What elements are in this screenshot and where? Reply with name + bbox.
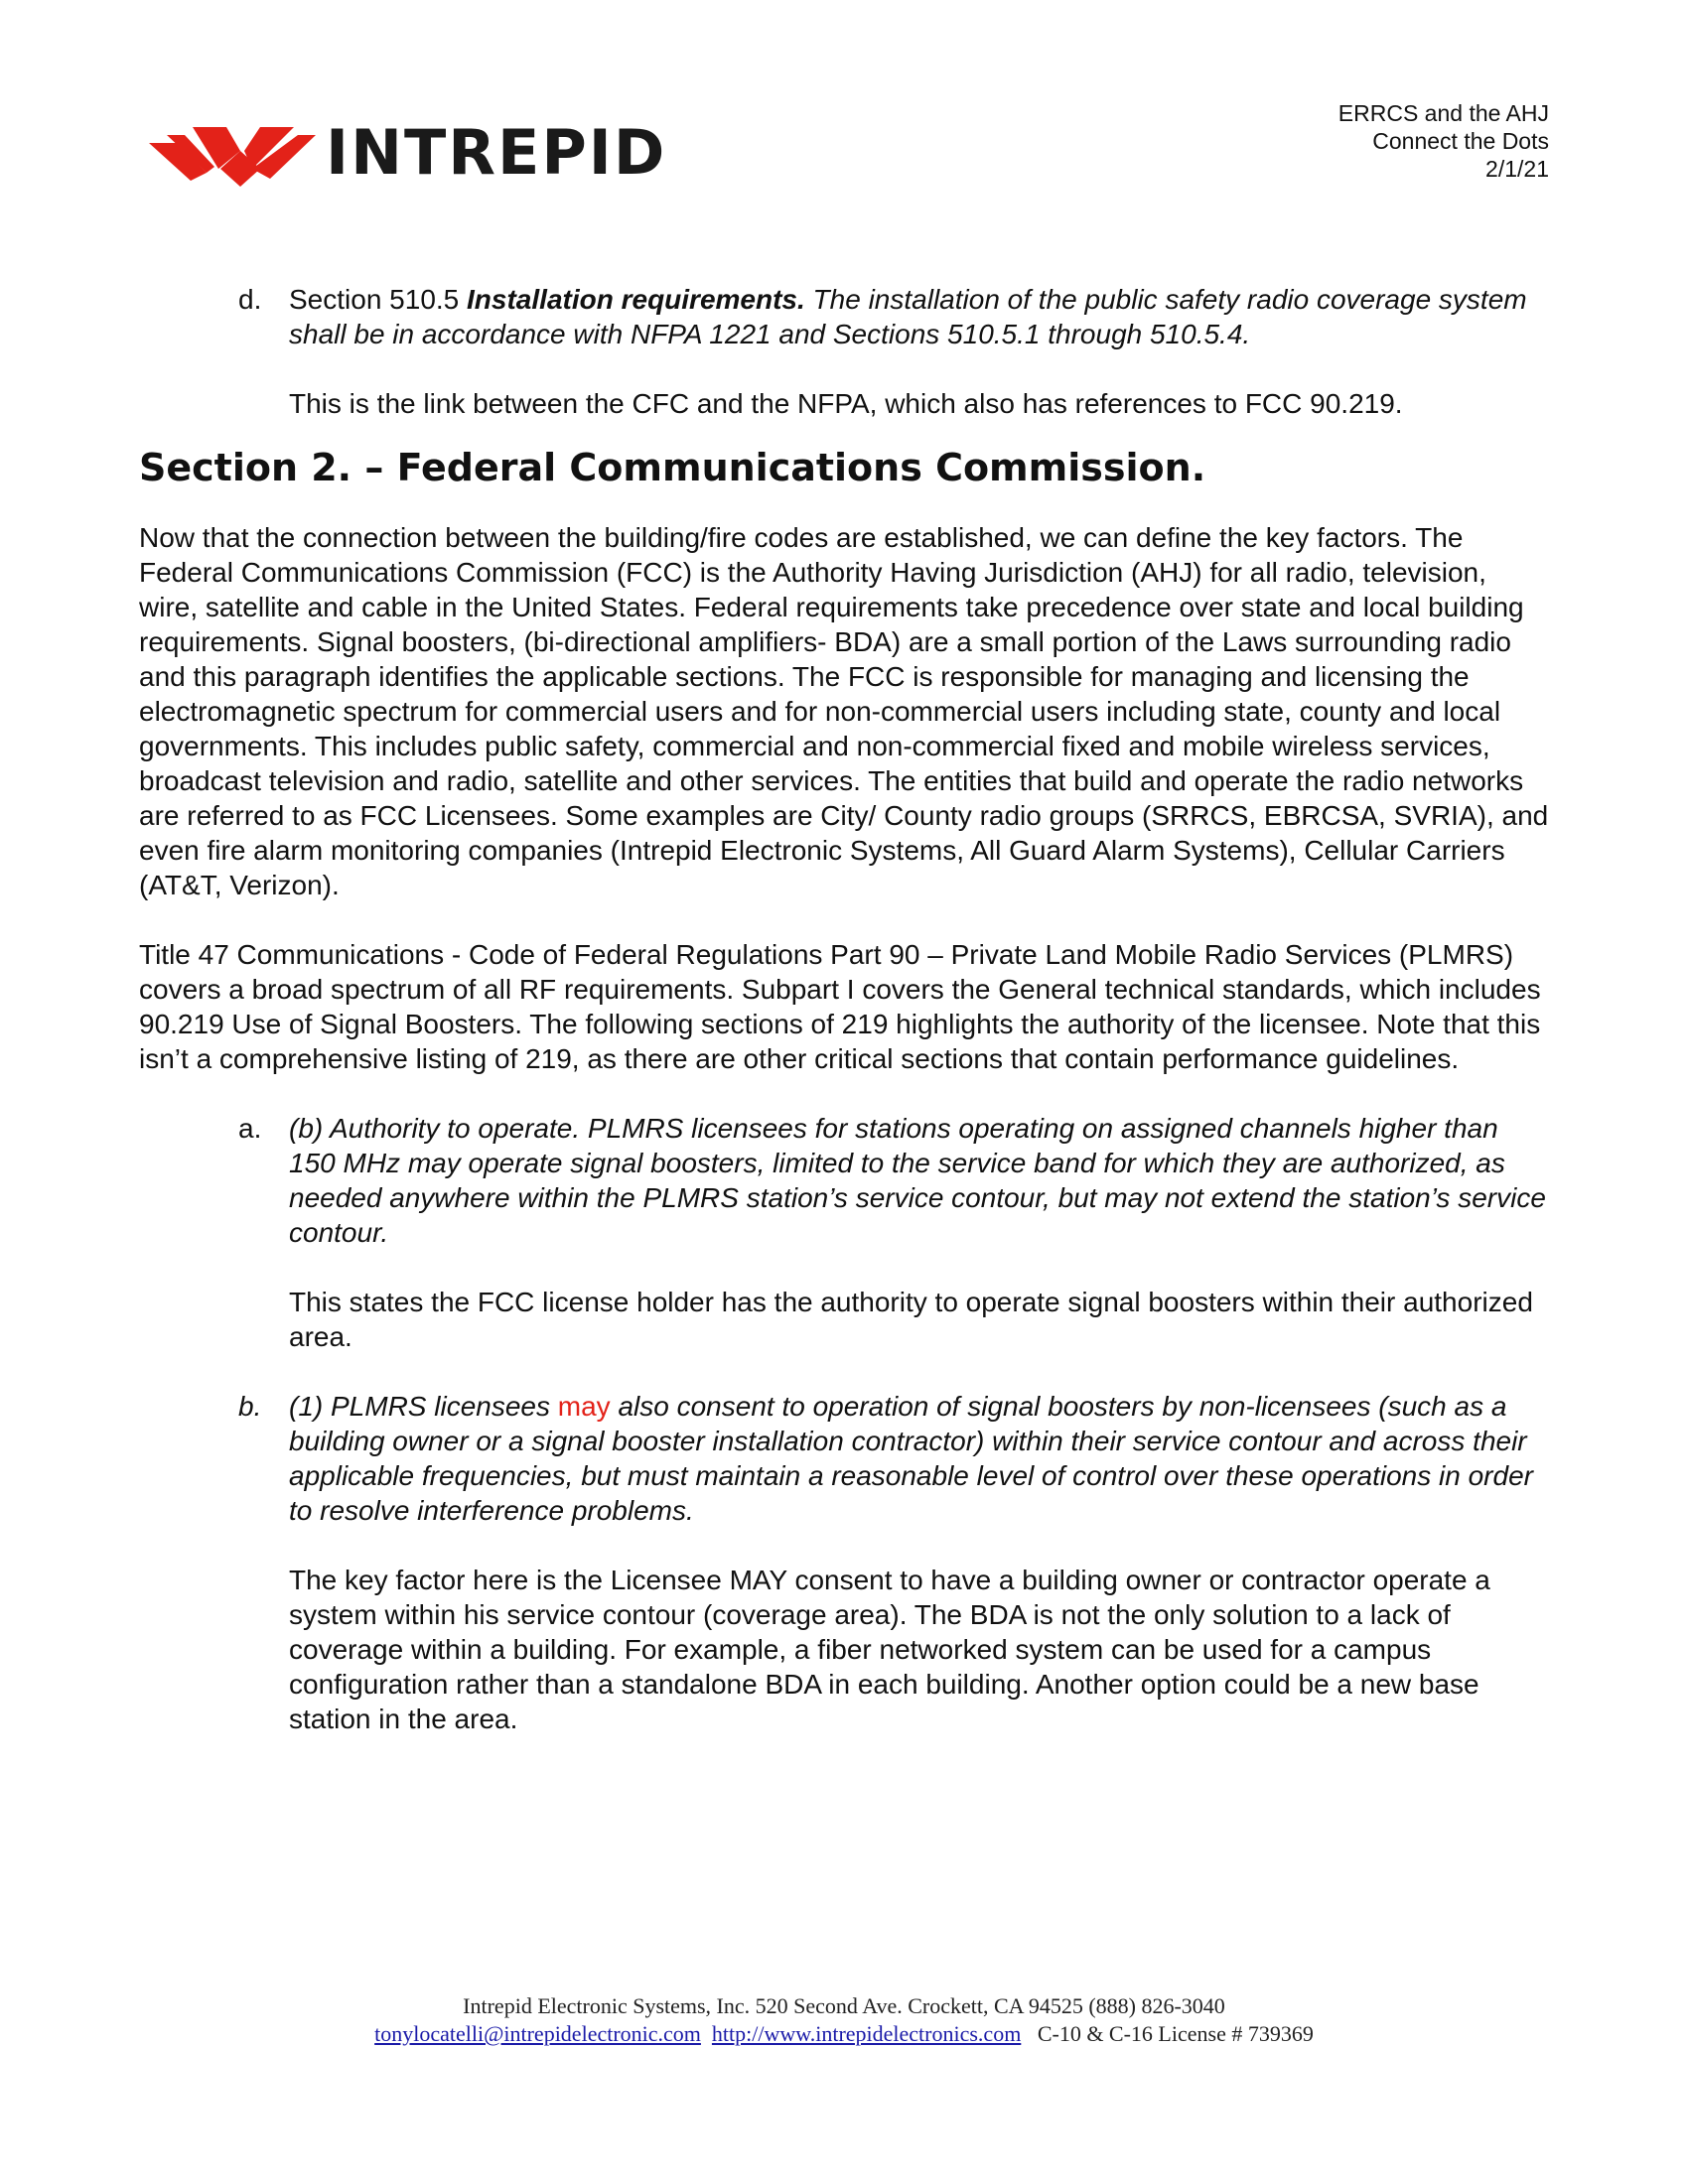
- page-body: [139, 282, 1549, 1736]
- list-marker: b.: [238, 1391, 262, 1422]
- list-marker: d.: [238, 284, 262, 315]
- list-item-a: [139, 1111, 1549, 1354]
- doc-subtitle: Connect the Dots: [1372, 128, 1549, 154]
- list-item-d: [139, 282, 1549, 421]
- item-d-note: This is the link between the CFC and the NFPA, which also has references to FCC 90.219.: [289, 388, 1403, 419]
- page-footer: [0, 1992, 1688, 2048]
- item-d-title: Installation requirements.: [467, 284, 805, 315]
- item-b-note: The key factor here is the Licensee MAY consent to have a building owner or contractor operate a system within his service contour (coverage area). The BDA is not the only solution to a lack of coverage within a building. For example, a fiber networked system can be used for a campus configuration rather than a standalone BDA in each building. Another option could be a new base station in the area.: [289, 1565, 1490, 1734]
- item-b-quote-end: also consent to operation of signal boosters by non-licensees (such as a building owner or a signal booster installation contractor) within their service contour and across their applicable frequencies, but must maintain a reasonable level of control over these operations in order to resolve interference problems.: [289, 1391, 1533, 1526]
- section-heading: Section 2. – Federal Communications Commission.: [139, 446, 1206, 489]
- footer-address: Intrepid Electronic Systems, Inc. 520 Second Ave. Crockett, CA 94525 (888) 826-3040: [463, 1993, 1225, 2018]
- logo-chevron-icon: [149, 121, 318, 193]
- item-b-quote: [289, 1389, 1549, 1528]
- website-link[interactable]: http://www.intrepidelectronics.com: [711, 2021, 1022, 2046]
- license-text: C-10 & C-16 License # 739369: [1037, 2021, 1314, 2046]
- email-link[interactable]: tonylocatelli@intrepidelectronic.com: [374, 2021, 701, 2046]
- company-logo: [149, 117, 705, 197]
- item-d-lead: Section 510.5: [289, 284, 468, 315]
- item-d-quote: The installation of the public safety radio coverage system shall be in accordance with NFPA 1221 and Sections 510.5.1 through 510.5.4.: [289, 284, 1527, 349]
- logo-wordmark: INTREPID: [326, 116, 667, 189]
- doc-date: 2/1/21: [1485, 156, 1549, 182]
- item-a-quote: (b) Authority to operate. PLMRS licensees for stations operating on assigned channels higher than 150 MHz may operate signal boosters, limited to the service band for which they are authorized, as needed anywhere within the PLMRS station’s service contour, but may not extend the station’s service contour.: [289, 1113, 1546, 1248]
- item-a-note: This states the FCC license holder has the authority to operate signal boosters within their authorized area.: [289, 1287, 1533, 1352]
- list-item-b: [139, 1389, 1549, 1736]
- list-marker: a.: [238, 1113, 262, 1144]
- footer-contacts: [0, 2020, 1688, 2048]
- item-d-text: [289, 282, 1549, 351]
- doc-title: ERRCS and the AHJ: [1337, 100, 1549, 126]
- highlighted-word: may: [557, 1391, 611, 1422]
- paragraph: Now that the connection between the building/fire codes are established, we can define the key factors. The Federal Communications Commission (FCC) is the Authority Having Jurisdiction (AHJ) for all radio, television, wire, satellite and cable in the United States. Federal requirements take precedence over state and local building requirements. Signal boosters, (bi-directional amplifiers- BDA) are a small portion of the Laws surrounding radio and this paragraph identifies the applicable sections. The FCC is responsible for managing and licensing the electromagnetic spectrum for commercial users and for non-commercial users including state, county and local governments. This includes public safety, commercial and non-commercial fixed and mobile wireless services, broadcast television and radio, satellite and other services. The entities that build and operate the radio networks are referred to as FCC Licensees. Some examples are City/ County radio groups (SRRCS, EBRCSA, SVRIA), and even fire alarm monitoring companies (Intrepid Electronic Systems, All Guard Alarm Systems), Cellular Carriers (AT&T, Verizon).: [139, 522, 1549, 900]
- paragraph: Title 47 Communications - Code of Federal Regulations Part 90 – Private Land Mobile Radio Services (PLMRS) covers a broad spectrum of all RF requirements. Subpart I covers the General technical standards, which includes 90.219 Use of Signal Boosters. The following sections of 219 highlights the authority of the licensee. Note that this isn’t a comprehensive listing of 219, as there are other critical sections that contain performance guidelines.: [139, 939, 1541, 1074]
- document-header: [1338, 99, 1549, 183]
- item-b-quote-start: (1) PLMRS licensees: [289, 1391, 558, 1422]
